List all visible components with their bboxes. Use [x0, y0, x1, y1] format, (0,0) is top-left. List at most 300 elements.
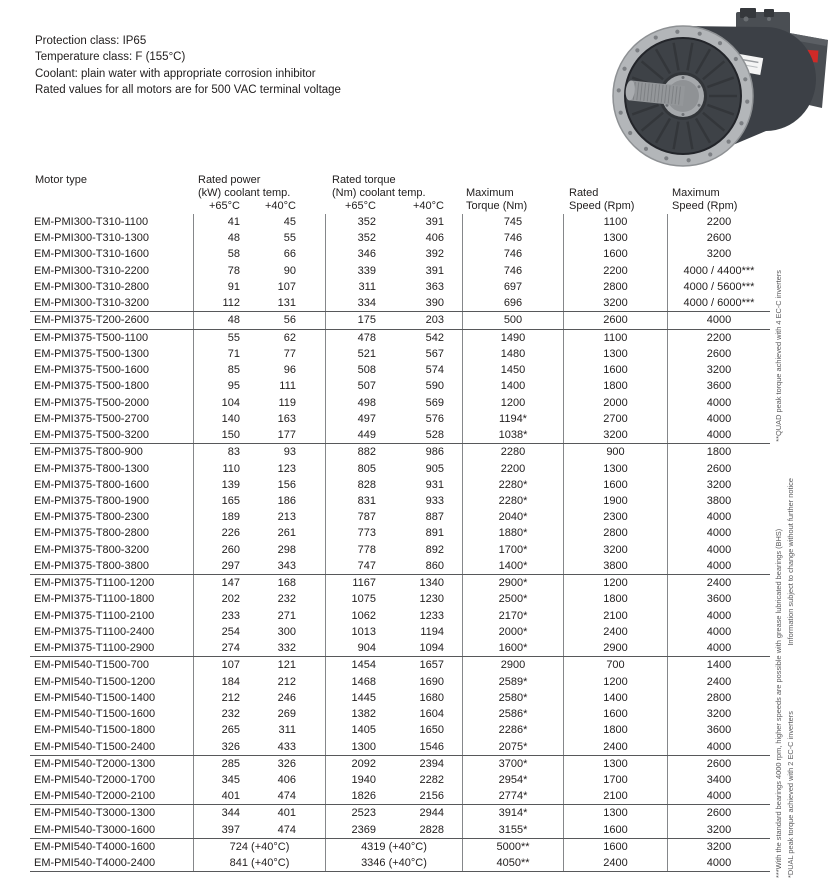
- cell-rated-speed: 1600: [563, 477, 667, 493]
- table-row: [30, 756, 770, 772]
- cell-motor-type: EM-PMI540-T3000-1300: [34, 807, 156, 820]
- cell-torque-40c: 574: [425, 364, 444, 377]
- cell-max-torque: 1700*: [462, 542, 563, 558]
- cell-torque-65c: 508: [325, 362, 399, 378]
- cell-motor-type: EM-PMI300-T310-1600: [34, 248, 149, 261]
- cell-max-speed: 3200: [667, 477, 770, 493]
- cell-motor-type: EM-PMI375-T800-900: [34, 446, 143, 459]
- cell-max-torque: 2200: [462, 461, 563, 477]
- cell-power-40c: 123: [277, 462, 296, 475]
- cell-max-speed: 4000: [667, 427, 770, 443]
- cell-power-40c: 298: [277, 543, 296, 556]
- cell-rated-speed: 1600: [563, 839, 667, 855]
- cell-max-torque: 1480: [462, 346, 563, 362]
- table-row: [30, 477, 770, 493]
- cell-torque-40c: 892: [425, 543, 444, 556]
- cell-rated-speed: 2300: [563, 509, 667, 525]
- cell-max-torque: 745: [462, 214, 563, 230]
- cell-rated-speed: 1200: [563, 575, 667, 591]
- cell-torque-65c: 828: [325, 477, 399, 493]
- cell-power-65c: 212: [193, 690, 264, 706]
- footnote-vertical-2: [786, 478, 796, 878]
- cell-torque-40c: 891: [425, 527, 444, 540]
- cell-max-torque: 2586*: [462, 706, 563, 722]
- cell-max-speed: 4000: [667, 855, 770, 871]
- cell-max-speed: 4000 / 5600***: [667, 279, 770, 295]
- cell-torque-40c: 576: [425, 412, 444, 425]
- cell-rated-speed: 2200: [563, 263, 667, 279]
- cell-motor-type: EM-PMI375-T500-3200: [34, 429, 149, 442]
- cell-torque-65c: 2523: [325, 805, 399, 821]
- cell-motor-type: EM-PMI540-T2000-1700: [34, 773, 156, 786]
- cell-max-speed: 2600: [667, 461, 770, 477]
- cell-max-speed: 1800: [667, 444, 770, 460]
- cell-power-40c: 300: [277, 625, 296, 638]
- cell-rated-speed: 2100: [563, 788, 667, 804]
- motor-group: [30, 312, 770, 329]
- cell-max-speed: 2400: [667, 575, 770, 591]
- cell-power-40c: 177: [277, 429, 296, 442]
- cell-max-speed: 3200: [667, 362, 770, 378]
- cell-torque-65c: 175: [325, 312, 399, 328]
- cell-motor-type: EM-PMI375-T500-1600: [34, 364, 149, 377]
- cell-rated-speed: 1300: [563, 461, 667, 477]
- cell-power-65c: 78: [193, 263, 264, 279]
- cell-max-speed: 3800: [667, 493, 770, 509]
- table-row: [30, 427, 770, 443]
- cell-motor-type: EM-PMI375-T1100-2900: [34, 642, 155, 655]
- cell-motor-type: EM-PMI540-T1500-1800: [34, 724, 156, 737]
- cell-torque-40c: 363: [425, 280, 444, 293]
- cell-rated-torque-merged: 3346 (+40°C): [325, 855, 462, 871]
- cell-power-65c: 104: [193, 395, 264, 411]
- cell-torque-65c: 1940: [325, 772, 399, 788]
- cell-power-65c: 95: [193, 378, 264, 394]
- table-body: [30, 214, 770, 872]
- cell-power-40c: 56: [283, 314, 296, 327]
- cell-power-40c: 119: [278, 396, 296, 409]
- cell-power-40c: 474: [277, 823, 296, 836]
- header-rated-speed-line1: Rated: [569, 187, 599, 199]
- cell-max-speed: 3200: [667, 822, 770, 838]
- cell-torque-40c: 542: [425, 331, 444, 344]
- cell-max-torque: 2954*: [462, 772, 563, 788]
- motor-group: [30, 657, 770, 755]
- cell-torque-65c: 352: [325, 214, 399, 230]
- cell-torque-65c: 498: [325, 395, 399, 411]
- cell-torque-40c: 569: [425, 396, 444, 409]
- cell-max-speed: 4000: [667, 525, 770, 541]
- cell-rated-speed: 1700: [563, 772, 667, 788]
- header-power-40c: +40°C: [264, 200, 296, 212]
- cell-max-torque: 5000**: [462, 839, 563, 855]
- cell-rated-speed: 3200: [563, 427, 667, 443]
- cell-motor-type: EM-PMI375-T800-3200: [34, 543, 149, 556]
- cell-torque-65c: 2369: [325, 822, 399, 838]
- cell-max-speed: 2400: [667, 674, 770, 690]
- cell-torque-40c: 1230: [419, 593, 444, 606]
- cell-max-speed: 3200: [667, 839, 770, 855]
- table-row: [30, 395, 770, 411]
- cell-rated-speed: 700: [563, 657, 667, 673]
- cell-max-speed: 2800: [667, 690, 770, 706]
- cell-motor-type: EM-PMI540-T2000-1300: [34, 757, 156, 770]
- cell-max-speed: 4000: [667, 788, 770, 804]
- cell-max-torque: 746: [462, 246, 563, 262]
- cell-max-torque: 1400: [462, 378, 563, 394]
- motor-group: [30, 805, 770, 838]
- cell-power-40c: 186: [277, 494, 296, 507]
- cell-rated-speed: 1300: [563, 805, 667, 821]
- cell-max-speed: 4000: [667, 640, 770, 656]
- cell-power-65c: 48: [193, 312, 264, 328]
- cell-power-40c: 121: [277, 659, 296, 672]
- motor-group: [30, 444, 770, 575]
- table-row: [30, 722, 770, 738]
- cell-max-torque: 3914*: [462, 805, 563, 821]
- cell-power-40c: 232: [277, 593, 296, 606]
- table-row: [30, 624, 770, 640]
- info-line-rated-values: Rated values for all motors are for 500 VAC terminal voltage: [35, 83, 341, 96]
- cell-power-65c: 274: [193, 640, 264, 656]
- cell-rated-speed: 1100: [563, 330, 667, 346]
- cell-motor-type: EM-PMI375-T800-2800: [34, 527, 149, 540]
- cell-power-65c: 326: [193, 739, 264, 755]
- table-row: [30, 509, 770, 525]
- cell-rated-speed: 1800: [563, 591, 667, 607]
- cell-power-40c: 343: [277, 559, 296, 572]
- cell-power-40c: 401: [277, 807, 296, 820]
- cell-rated-speed: 1600: [563, 362, 667, 378]
- cell-power-40c: 62: [283, 331, 296, 344]
- cell-torque-40c: 2282: [419, 773, 444, 786]
- cell-torque-40c: 2394: [419, 757, 444, 770]
- cell-torque-40c: 1340: [419, 577, 444, 590]
- cell-power-40c: 66: [283, 248, 296, 261]
- table-row: [30, 839, 770, 855]
- motor-group: [30, 575, 770, 657]
- table-row: [30, 640, 770, 656]
- cell-max-speed: 2200: [667, 330, 770, 346]
- cell-power-65c: 165: [193, 493, 264, 509]
- cell-max-speed: 1400: [667, 657, 770, 673]
- cell-motor-type: EM-PMI375-T800-3800: [34, 559, 149, 572]
- cell-torque-40c: 590: [425, 380, 444, 393]
- cell-power-65c: 401: [193, 788, 264, 804]
- cell-torque-65c: 521: [325, 346, 399, 362]
- table-row: [30, 855, 770, 871]
- cell-power-65c: 107: [193, 657, 264, 673]
- cell-max-speed: 4000 / 6000***: [667, 295, 770, 311]
- cell-power-65c: 110: [193, 461, 264, 477]
- footnote-info-subject: Information subject to change without further notice: [786, 478, 795, 646]
- cell-torque-65c: 831: [325, 493, 399, 509]
- cell-torque-40c: 1690: [419, 675, 444, 688]
- cell-torque-65c: 449: [325, 427, 399, 443]
- cell-max-speed: 2200: [667, 214, 770, 230]
- cell-torque-65c: 778: [325, 542, 399, 558]
- motor-photo: [588, 6, 828, 171]
- cell-power-40c: 163: [277, 412, 296, 425]
- cell-torque-65c: 1382: [325, 706, 399, 722]
- cell-rated-speed: 900: [563, 444, 667, 460]
- cell-power-40c: 131: [277, 297, 296, 310]
- cell-power-65c: 91: [193, 279, 264, 295]
- cell-torque-40c: 203: [425, 314, 444, 327]
- cell-torque-65c: 339: [325, 263, 399, 279]
- cell-power-40c: 213: [277, 511, 296, 524]
- cell-power-40c: 246: [277, 691, 296, 704]
- cell-rated-power-merged: 724 (+40°C): [193, 839, 325, 855]
- cell-power-65c: 297: [193, 558, 264, 574]
- cell-torque-65c: 2092: [325, 756, 399, 772]
- cell-torque-40c: 887: [425, 511, 444, 524]
- cell-rated-speed: 1800: [563, 722, 667, 738]
- cell-power-40c: 156: [277, 478, 296, 491]
- cell-max-speed: 2600: [667, 346, 770, 362]
- header-power-unit: (kW) coolant temp.: [198, 187, 291, 199]
- cell-motor-type: EM-PMI300-T310-2800: [34, 280, 149, 293]
- cell-motor-type: EM-PMI375-T1100-2100: [34, 609, 155, 622]
- table-row: [30, 608, 770, 624]
- footnote-bearings: ***With the standard bearings 4000 rpm, higher speeds are possible with grease lubricated bearings (BHS): [774, 528, 783, 878]
- cell-motor-type: EM-PMI540-T3000-1600: [34, 823, 156, 836]
- info-line-protection: Protection class: IP65: [35, 35, 147, 47]
- cell-power-40c: 269: [277, 708, 296, 721]
- cell-rated-speed: 1200: [563, 674, 667, 690]
- cell-rated-speed: 2100: [563, 608, 667, 624]
- header-power-65c: +65°C: [208, 200, 240, 212]
- cell-max-speed: 4000: [667, 312, 770, 328]
- cell-torque-65c: 1468: [325, 674, 399, 690]
- cell-rated-speed: 2700: [563, 411, 667, 427]
- cell-power-65c: 189: [193, 509, 264, 525]
- cell-torque-40c: 2828: [419, 823, 444, 836]
- cell-rated-speed: 2800: [563, 279, 667, 295]
- cell-rated-speed: 3800: [563, 558, 667, 574]
- cell-rated-speed: 1600: [563, 706, 667, 722]
- cell-torque-40c: 390: [425, 297, 444, 310]
- cell-power-65c: 285: [193, 756, 264, 772]
- header-max-torque-line1: Maximum: [466, 187, 514, 199]
- motor-photo-svg: [588, 6, 828, 171]
- cell-torque-65c: 882: [325, 444, 399, 460]
- table-row: [30, 246, 770, 262]
- cell-torque-40c: 1094: [419, 642, 444, 655]
- cell-motor-type: EM-PMI375-T800-1300: [34, 462, 149, 475]
- cell-max-speed: 2600: [667, 756, 770, 772]
- table-row: [30, 263, 770, 279]
- cell-motor-type: EM-PMI375-T500-2000: [34, 396, 149, 409]
- cell-torque-65c: 1013: [325, 624, 399, 640]
- cell-power-40c: 406: [277, 773, 296, 786]
- cell-power-65c: 112: [193, 295, 264, 311]
- cell-max-torque: 1600*: [462, 640, 563, 656]
- cell-torque-40c: 986: [425, 446, 444, 459]
- cell-power-40c: 77: [283, 347, 296, 360]
- cell-torque-40c: 905: [425, 462, 444, 475]
- table-row: [30, 542, 770, 558]
- cell-motor-type: EM-PMI540-T2000-2100: [34, 790, 156, 803]
- cell-motor-type: EM-PMI540-T1500-1600: [34, 708, 156, 721]
- cell-torque-65c: 1445: [325, 690, 399, 706]
- cell-rated-torque-merged: 4319 (+40°C): [325, 839, 462, 855]
- cell-power-65c: 147: [193, 575, 264, 591]
- cell-rated-speed: 3200: [563, 295, 667, 311]
- table-row: [30, 739, 770, 755]
- cell-max-torque: 2900*: [462, 575, 563, 591]
- cell-power-40c: 212: [277, 675, 296, 688]
- cell-max-torque: 2774*: [462, 788, 563, 804]
- cell-rated-speed: 2800: [563, 525, 667, 541]
- cell-motor-type: EM-PMI540-T1500-1400: [34, 691, 156, 704]
- cell-motor-type: EM-PMI540-T1500-700: [34, 659, 149, 672]
- cell-power-40c: 433: [277, 740, 296, 753]
- table-row: [30, 362, 770, 378]
- table-row: [30, 330, 770, 346]
- cell-rated-speed: 1600: [563, 246, 667, 262]
- cell-max-speed: 2600: [667, 230, 770, 246]
- cell-max-torque: 2589*: [462, 674, 563, 690]
- cell-power-65c: 265: [193, 722, 264, 738]
- cell-torque-65c: 1167: [325, 575, 399, 591]
- cell-max-speed: 3200: [667, 246, 770, 262]
- cell-motor-type: EM-PMI540-T1500-2400: [34, 740, 156, 753]
- cell-power-40c: 311: [278, 724, 296, 737]
- cell-max-torque: 2500*: [462, 591, 563, 607]
- cell-max-torque: 746: [462, 230, 563, 246]
- cell-power-40c: 326: [277, 757, 296, 770]
- cell-max-speed: 3400: [667, 772, 770, 788]
- motor-group: [30, 330, 770, 445]
- cell-torque-65c: 346: [325, 246, 399, 262]
- cell-power-65c: 202: [193, 591, 264, 607]
- cell-motor-type: EM-PMI300-T310-1300: [34, 232, 149, 245]
- table-row: [30, 461, 770, 477]
- cell-torque-65c: 787: [325, 509, 399, 525]
- table-row: [30, 346, 770, 362]
- cell-rated-speed: 1900: [563, 493, 667, 509]
- cell-max-speed: 4000: [667, 411, 770, 427]
- cell-power-65c: 48: [193, 230, 264, 246]
- cell-power-65c: 233: [193, 608, 264, 624]
- cell-motor-type: EM-PMI375-T500-1100: [34, 331, 149, 344]
- cell-torque-65c: 1405: [325, 722, 399, 738]
- cell-max-speed: 4000: [667, 542, 770, 558]
- cell-max-torque: 746: [462, 263, 563, 279]
- cell-motor-type: EM-PMI300-T310-2200: [34, 264, 149, 277]
- info-line-temperature: Temperature class: F (155°C): [35, 51, 186, 64]
- motor-group: [30, 214, 770, 312]
- spec-table: [30, 172, 770, 872]
- header-rated-torque: Rated torque: [332, 174, 396, 186]
- cell-max-torque: 1038*: [462, 427, 563, 443]
- cell-power-40c: 271: [277, 609, 296, 622]
- table-row: [30, 805, 770, 821]
- cell-power-40c: 96: [283, 364, 296, 377]
- cell-torque-65c: 747: [325, 558, 399, 574]
- cell-power-65c: 397: [193, 822, 264, 838]
- table-row: [30, 279, 770, 295]
- cell-motor-type: EM-PMI375-T1100-2400: [34, 625, 155, 638]
- cell-max-speed: 3600: [667, 378, 770, 394]
- cell-torque-40c: 931: [425, 478, 444, 491]
- cell-max-speed: 3600: [667, 591, 770, 607]
- header-rated-speed-line2: Speed (Rpm): [569, 200, 635, 212]
- cell-power-65c: 254: [193, 624, 264, 640]
- cell-max-torque: 697: [462, 279, 563, 295]
- cell-rated-speed: 1100: [563, 214, 667, 230]
- table-row: [30, 214, 770, 230]
- cell-rated-speed: 1300: [563, 230, 667, 246]
- cell-max-torque: 2280*: [462, 493, 563, 509]
- cell-power-65c: 83: [193, 444, 264, 460]
- cell-torque-65c: 1062: [325, 608, 399, 624]
- cell-power-65c: 55: [193, 330, 264, 346]
- table-row: [30, 591, 770, 607]
- table-row: [30, 411, 770, 427]
- cell-rated-speed: 2400: [563, 624, 667, 640]
- cell-torque-40c: 2156: [419, 790, 444, 803]
- cell-power-40c: 474: [277, 790, 296, 803]
- cell-torque-65c: 497: [325, 411, 399, 427]
- table-row: [30, 444, 770, 460]
- cell-power-40c: 55: [283, 232, 296, 245]
- cell-torque-65c: 1300: [325, 739, 399, 755]
- cell-power-65c: 140: [193, 411, 264, 427]
- header-torque-40c: +40°C: [412, 200, 444, 212]
- cell-power-65c: 139: [193, 477, 264, 493]
- cell-max-torque: 1490: [462, 330, 563, 346]
- table-row: [30, 674, 770, 690]
- cell-max-torque: 2040*: [462, 509, 563, 525]
- table-row: [30, 493, 770, 509]
- cell-power-65c: 226: [193, 525, 264, 541]
- cell-max-speed: 4000: [667, 739, 770, 755]
- cell-power-65c: 41: [193, 214, 264, 230]
- cell-torque-65c: 334: [325, 295, 399, 311]
- cell-power-65c: 184: [193, 674, 264, 690]
- table-row: [30, 822, 770, 838]
- cell-motor-type: EM-PMI375-T800-2300: [34, 511, 149, 524]
- cell-power-65c: 345: [193, 772, 264, 788]
- cell-torque-65c: 352: [325, 230, 399, 246]
- cell-rated-speed: 3200: [563, 542, 667, 558]
- cell-max-torque: 500: [462, 312, 563, 328]
- cell-max-torque: 1880*: [462, 525, 563, 541]
- cell-max-speed: 3200: [667, 706, 770, 722]
- cell-rated-speed: 2000: [563, 395, 667, 411]
- header-motor-type: Motor type: [35, 174, 87, 186]
- cell-torque-65c: 805: [325, 461, 399, 477]
- cell-rated-speed: 1400: [563, 690, 667, 706]
- cell-torque-65c: 311: [325, 279, 399, 295]
- cell-max-speed: 4000: [667, 558, 770, 574]
- cell-torque-40c: 567: [425, 347, 444, 360]
- cell-max-torque: 2280: [462, 444, 563, 460]
- cell-max-speed: 4000: [667, 608, 770, 624]
- cell-torque-40c: 2944: [419, 807, 444, 820]
- cell-power-65c: 260: [193, 542, 264, 558]
- table-row: [30, 312, 770, 328]
- cell-max-speed: 4000: [667, 395, 770, 411]
- cell-power-40c: 107: [277, 280, 296, 293]
- cell-max-speed: 2600: [667, 805, 770, 821]
- header-torque-65c: +65°C: [344, 200, 376, 212]
- cell-max-torque: 2580*: [462, 690, 563, 706]
- cell-power-65c: 85: [193, 362, 264, 378]
- cell-torque-40c: 406: [425, 232, 444, 245]
